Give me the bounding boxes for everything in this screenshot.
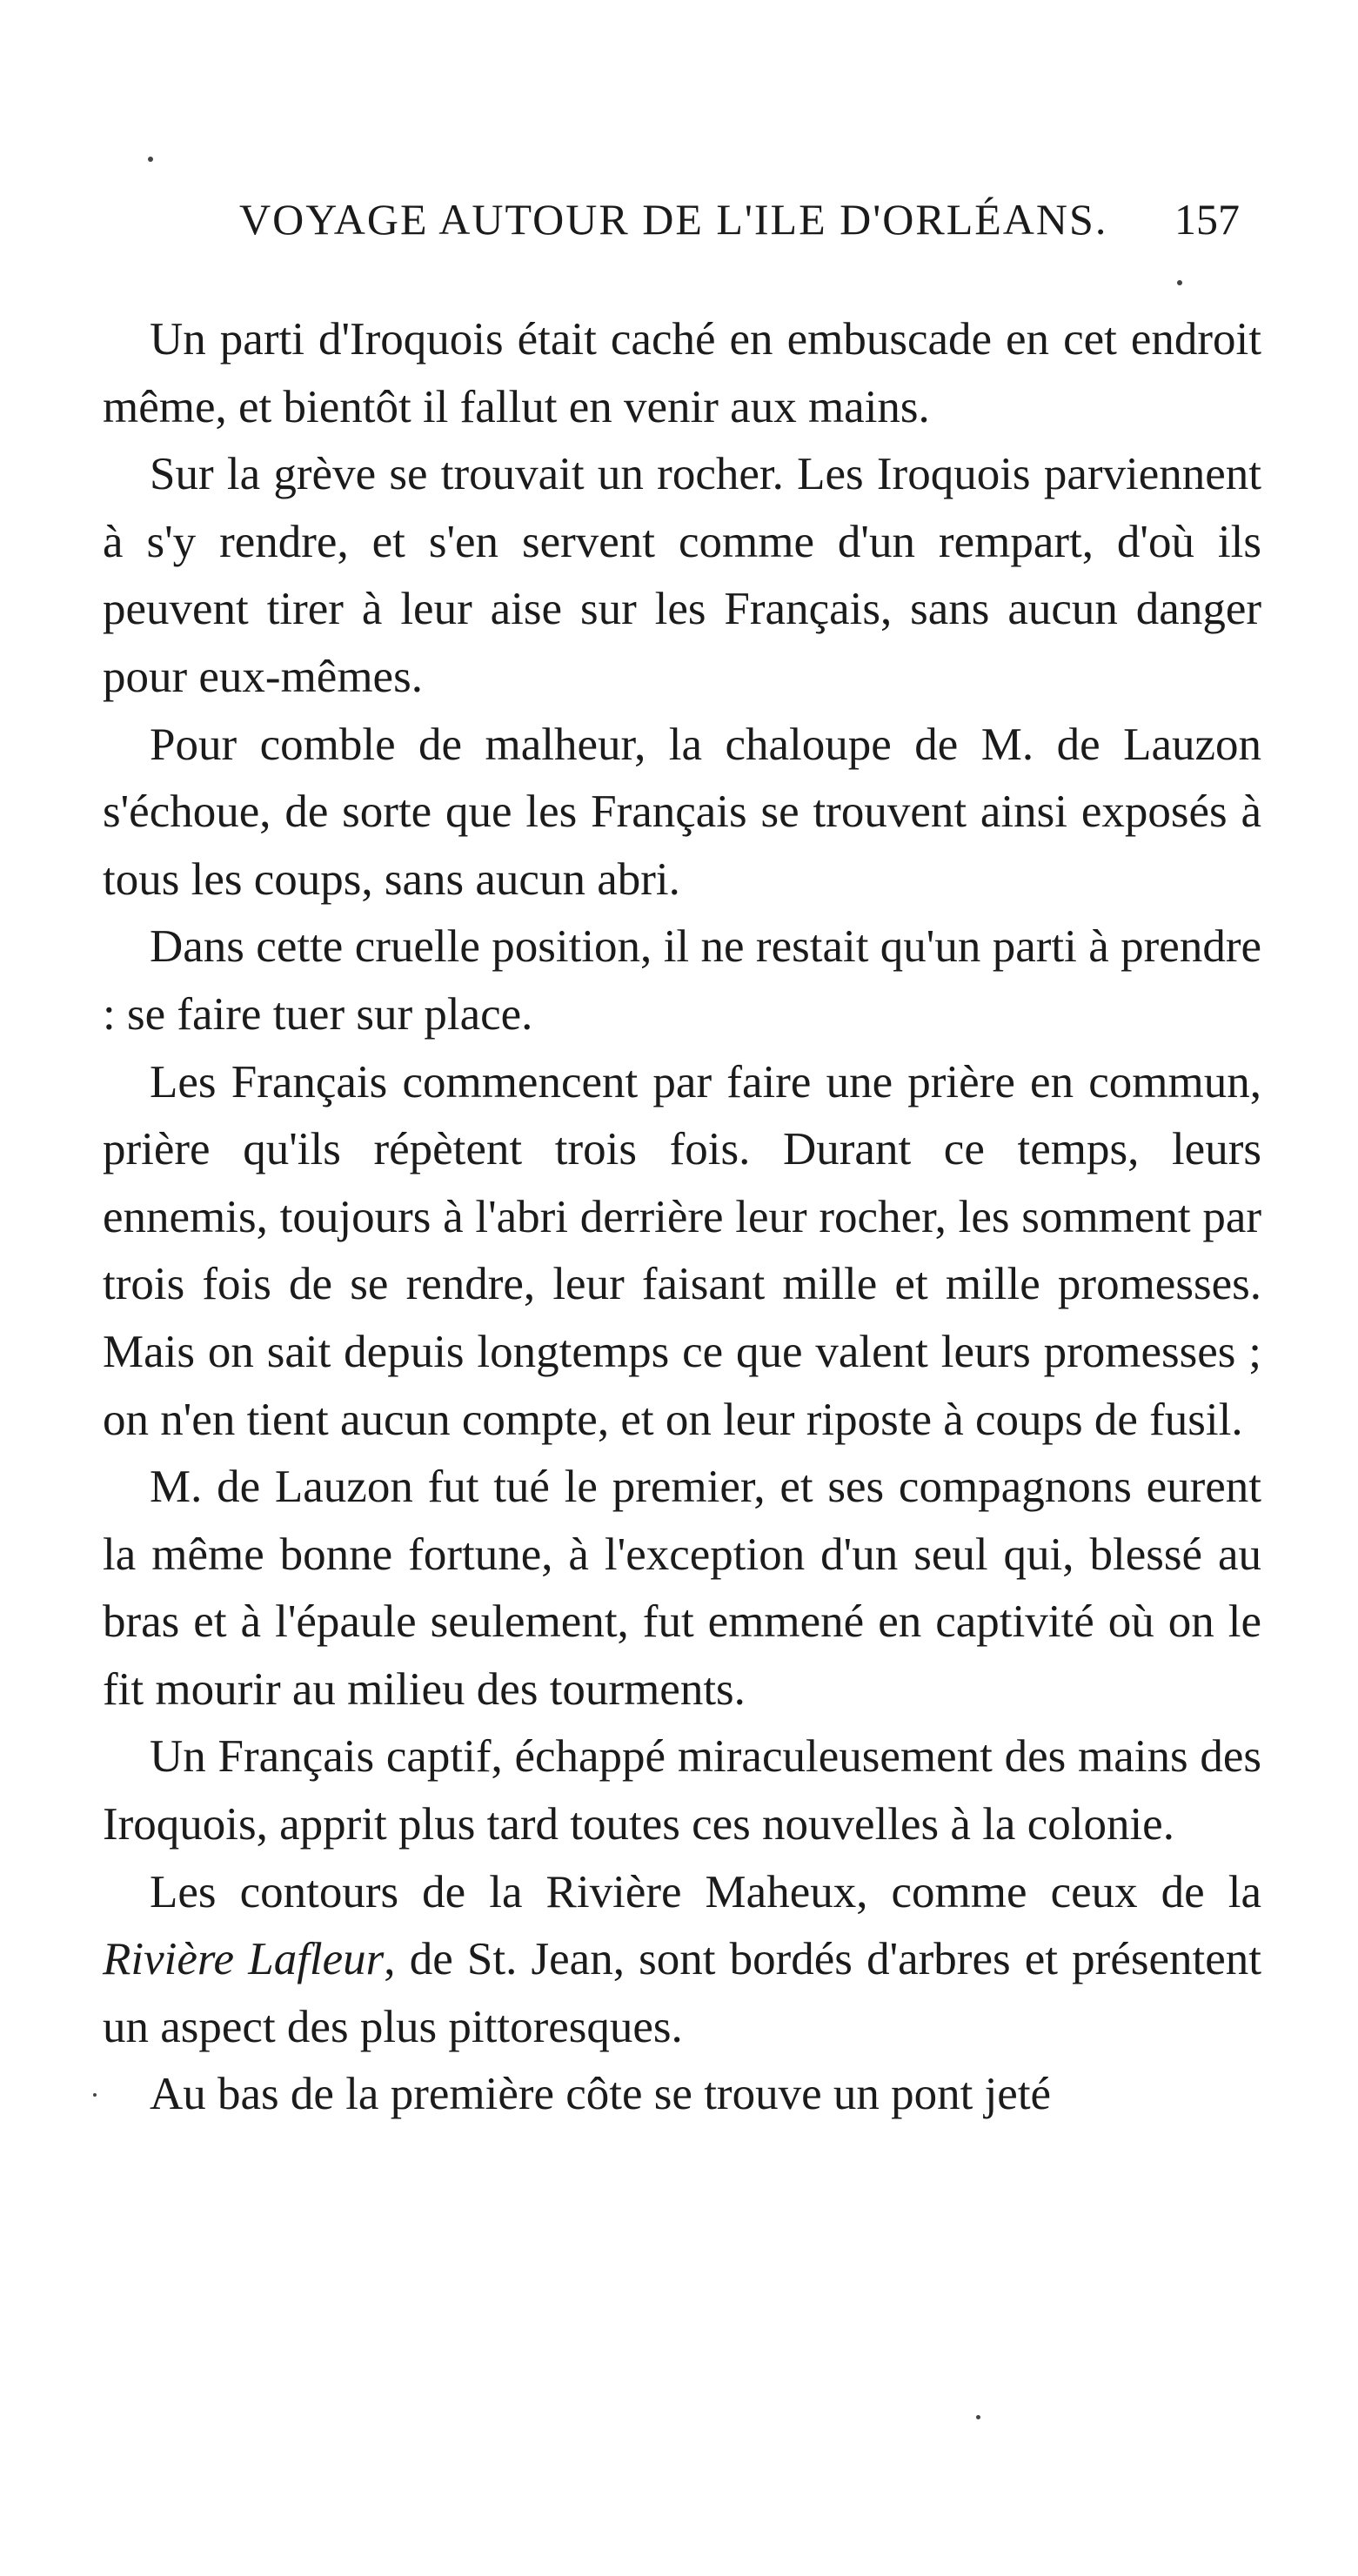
paragraph — [103, 1859, 1261, 2062]
paragraph: Pour comble de malheur, la chaloupe de M. de Lauzon s'échoue, de sorte que les Français se trouvent ainsi exposés à tous les coups, sans aucun abri. — [103, 719, 1261, 905]
page-number: 157 — [1174, 195, 1240, 244]
paragraph: Un Français captif, échappé miraculeusement des mains des Iroquois, apprit plus tard toutes ces nouvelles à la colonie. — [103, 1731, 1261, 1850]
body-text — [103, 306, 1261, 2129]
paragraph: Un parti d'Iroquois était caché en embuscade en cet endroit même, et bientôt il fallut en venir aux mains. — [103, 314, 1261, 432]
paragraph: Dans cette cruelle position, il ne restait qu'un parti à prendre : se faire tuer sur place. — [103, 921, 1261, 1040]
paragraph: Au bas de la première côte se trouve un pont jeté — [150, 2069, 1052, 2120]
italic-river-name: Rivière Lafleur — [103, 1934, 385, 1985]
running-title: VOYAGE AUTOUR DE L'ILE D'ORLÉANS. — [239, 195, 1108, 244]
speck-mark — [93, 2093, 97, 2097]
paragraph: M. de Lauzon fut tué le premier, et ses compagnons eurent la même bonne fortune, à l'exception d'un seul qui, blessé au bras et à l'épaule seulement, fut emmené en captivité où on le fit mourir au milieu des tourments. — [103, 1462, 1261, 1715]
page-header — [0, 193, 1358, 245]
paragraph: Les Français commencent par faire une prière en commun, prière qu'ils répètent trois fois. Durant ce temps, leurs ennemis, toujours à l'abri derrière leur rocher, les somment par trois fois de se rendre, leur faisant mille et mille promesses. Mais on sait depuis longtemps ce que valent leurs promesses ; on n'en tient aucun compte, et on leur riposte à coups de fusil. — [103, 1056, 1261, 1445]
paragraph: Sur la grève se trouvait un rocher. Les Iroquois parviennent à s'y rendre, et s'en servent comme d'un rempart, d'où ils peuvent tirer à leur aise sur les Français, sans aucun danger pour eux-mêmes. — [103, 449, 1261, 702]
paragraph-text: Les contours de la Rivière Maheux, comme ceux de la — [150, 1866, 1261, 1917]
speck-mark — [976, 2415, 980, 2419]
paragraph-text: , de St. Jean, sont bordés d'arbres et présentent un aspect des plus pittoresques. — [103, 1934, 1261, 2052]
speck-mark — [148, 157, 153, 162]
speck-mark — [1177, 280, 1182, 285]
